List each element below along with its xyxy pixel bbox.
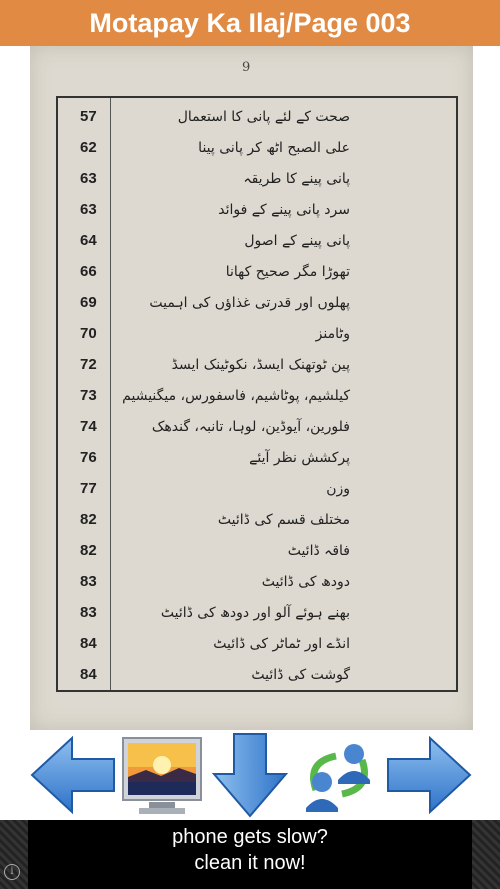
toc-row: [58, 629, 456, 659]
toc-page-number: 66: [80, 263, 97, 280]
title-bar: [0, 0, 500, 46]
toc-page-number: 72: [80, 356, 97, 373]
toc-page-number: 74: [80, 418, 97, 435]
toc-page-number: 83: [80, 604, 97, 621]
toc-page-number: 63: [80, 201, 97, 218]
toc-entry-text: وٹامنز: [315, 326, 350, 342]
toc-page-number: 62: [80, 139, 97, 156]
info-icon[interactable]: i: [4, 864, 20, 880]
arrow-left-icon[interactable]: [28, 732, 118, 818]
toc-row: [58, 412, 456, 442]
toc-entry-text: پین ٹوتھنک ایسڈ، نکوٹینک ایسڈ: [171, 357, 350, 373]
arrow-right-icon[interactable]: [384, 732, 474, 818]
toc-row: [58, 288, 456, 318]
toc-page-number: 69: [80, 294, 97, 311]
toc-entry-text: فلورین، آیوڈین، لوہا، تانبہ، گندھک: [151, 419, 350, 435]
toc-page-number: 77: [80, 480, 97, 497]
toc-entry-text: وزن: [326, 481, 350, 497]
toc-row: [58, 195, 456, 225]
toc-page-number: 82: [80, 511, 97, 528]
toc-row: [58, 350, 456, 380]
toc-row: [58, 164, 456, 194]
toc-entry-text: سرد پانی پینے کے فوائد: [218, 202, 350, 218]
toc-entry-text: پھلوں اور قدرتی غذاؤں کی اہمیت: [149, 295, 350, 311]
toc-entry-text: پرکشش نظر آیئے: [249, 450, 350, 466]
toc-row: [58, 226, 456, 256]
toc-row: [58, 102, 456, 132]
toc-row: [58, 474, 456, 504]
page-title: Motapay Ka Ilaj/Page 003: [89, 7, 411, 38]
toc-entry-text: گوشت کی ڈائیٹ: [251, 667, 350, 683]
table-of-contents: [56, 96, 458, 692]
toc-entry-text: علی الصبح اٹھ کر پانی پینا: [198, 140, 350, 156]
toc-row: [58, 319, 456, 349]
toc-page-number: 82: [80, 542, 97, 559]
toc-row: [58, 505, 456, 535]
toc-row: [58, 381, 456, 411]
scanned-page: [30, 46, 473, 730]
navigation-bar: [0, 730, 500, 820]
toc-entry-text: مختلف قسم کی ڈائیٹ: [217, 512, 350, 528]
toc-entry-text: کیلشیم، پوٹاشیم، فاسفورس، میگنیشیم: [122, 388, 350, 404]
toc-entry-text: پانی پینے کا طریقہ: [243, 171, 350, 187]
toc-entry-text: پانی پینے کے اصول: [244, 233, 350, 249]
ad-line-1: phone gets slow?: [172, 826, 328, 848]
toc-entry-text: فاقہ ڈائیٹ: [287, 543, 350, 559]
toc-row: [58, 660, 456, 690]
toc-page-number: 84: [80, 666, 97, 683]
toc-row: [58, 133, 456, 163]
toc-entry-text: بھنے ہوئے آلو اور دودھ کی ڈائیٹ: [160, 605, 350, 621]
page-number: 9: [242, 60, 251, 75]
ad-text[interactable]: [0, 824, 500, 876]
toc-page-number: 84: [80, 635, 97, 652]
toc-row: [58, 443, 456, 473]
arrow-down-icon[interactable]: [210, 732, 290, 818]
toc-entry-text: تھوڑا مگر صحیح کھانا: [225, 264, 350, 280]
toc-row: [58, 536, 456, 566]
ad-banner[interactable]: [0, 820, 500, 889]
toc-page-number: 57: [80, 108, 97, 125]
toc-page-number: 64: [80, 232, 97, 249]
toc-entry-text: صحت کے لئے پانی کا استعمال: [177, 109, 350, 125]
toc-page-number: 76: [80, 449, 97, 466]
toc-row: [58, 598, 456, 628]
gallery-icon[interactable]: [121, 732, 203, 818]
share-icon[interactable]: [296, 732, 382, 818]
toc-page-number: 63: [80, 170, 97, 187]
page-viewer[interactable]: [0, 46, 500, 730]
toc-row: [58, 257, 456, 287]
ad-line-2: clean it now!: [194, 852, 306, 874]
toc-entry-text: دودھ کی ڈائیٹ: [261, 574, 350, 590]
toc-page-number: 70: [80, 325, 97, 342]
toc-page-number: 83: [80, 573, 97, 590]
toc-page-number: 73: [80, 387, 97, 404]
toc-entry-text: انڈے اور ٹماٹر کی ڈائیٹ: [213, 636, 350, 652]
toc-row: [58, 567, 456, 597]
